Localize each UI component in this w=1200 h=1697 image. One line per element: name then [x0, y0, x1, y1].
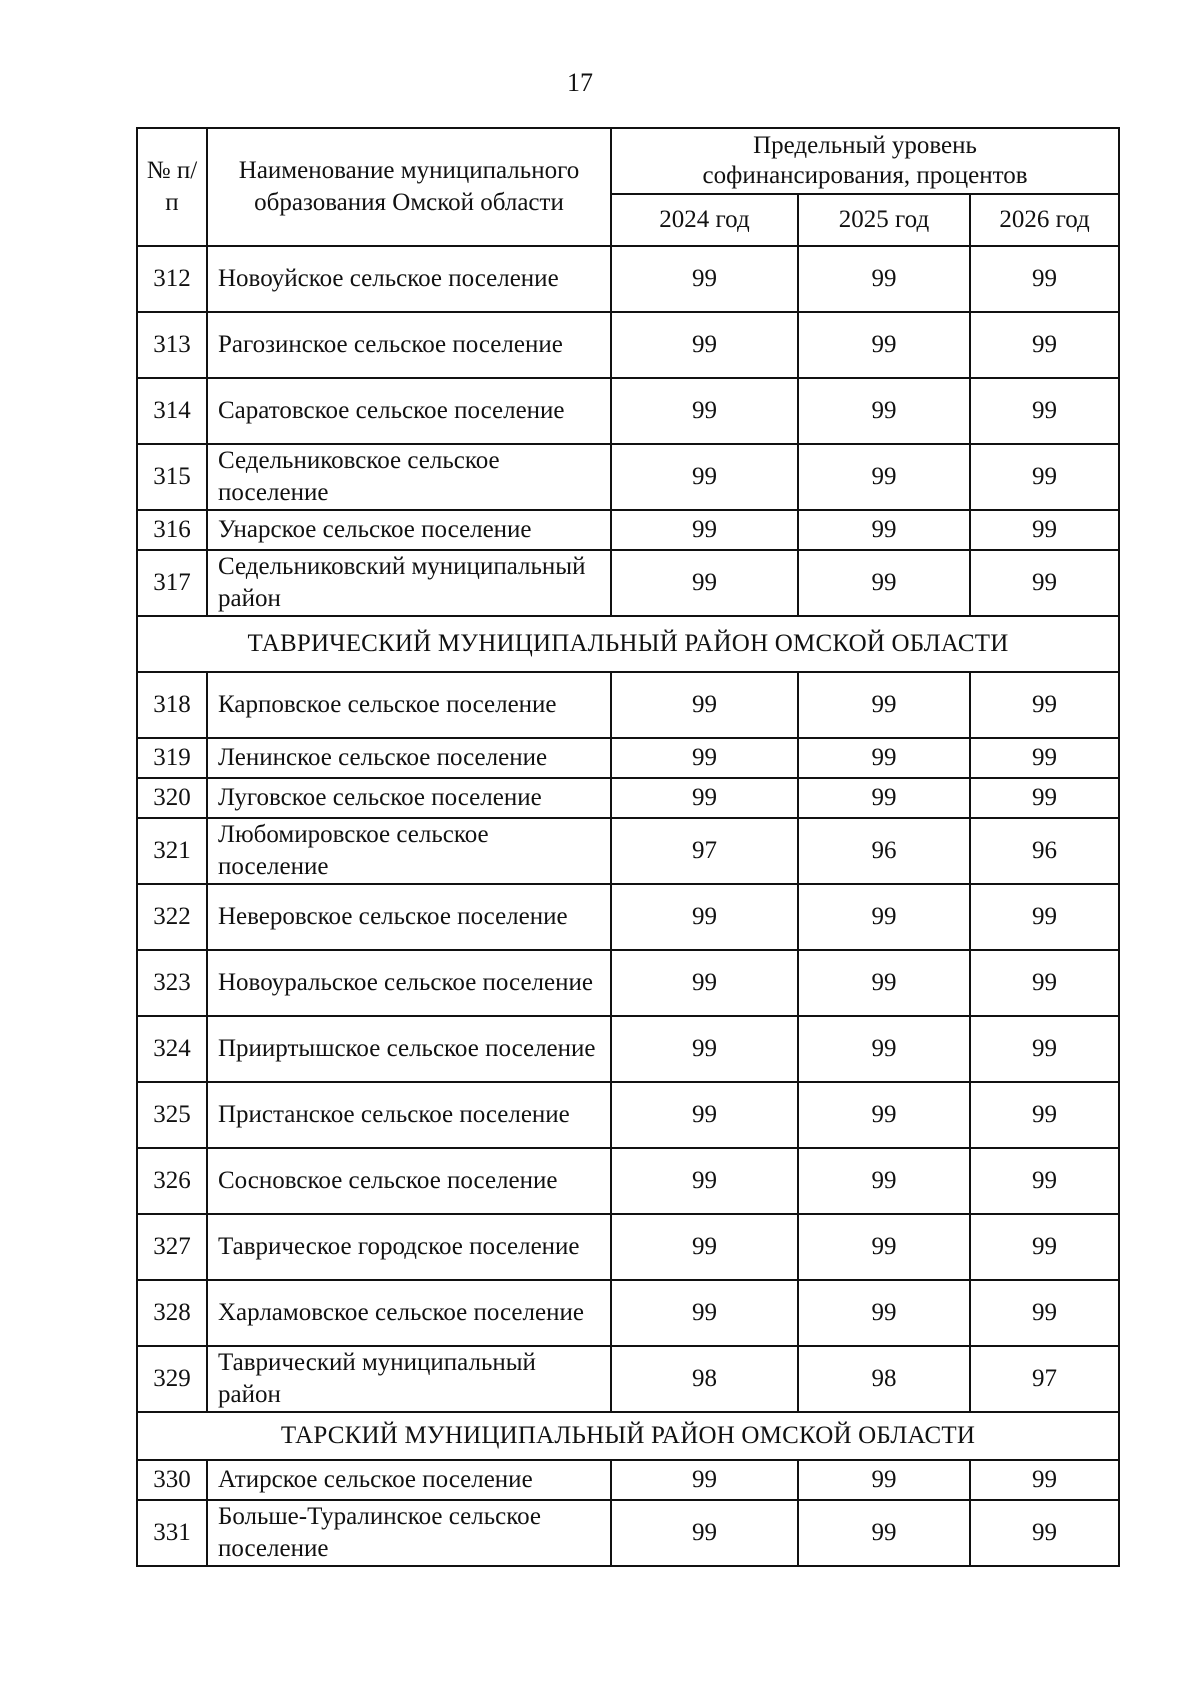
municipality-name: Ленинское сельское поселение	[207, 738, 611, 778]
value-2024: 99	[611, 1148, 798, 1214]
value-2025: 99	[798, 1280, 970, 1346]
value-2026: 99	[970, 246, 1119, 312]
value-2025: 99	[798, 246, 970, 312]
header-year-2026: 2026 год	[970, 194, 1119, 246]
table-row	[137, 738, 1119, 778]
row-number: 315	[137, 444, 207, 510]
value-2025: 96	[798, 818, 970, 884]
municipality-name: Любомировское сельское поселение	[207, 818, 611, 884]
municipality-name: Пристанское сельское поселение	[207, 1082, 611, 1148]
table-row	[137, 1460, 1119, 1500]
value-2024: 99	[611, 1460, 798, 1500]
municipality-name: Седельниковский муниципальный район	[207, 550, 611, 616]
header-num: № п/п	[137, 128, 207, 246]
table-row	[137, 884, 1119, 950]
row-number: 330	[137, 1460, 207, 1500]
table-row	[137, 550, 1119, 616]
value-2024: 99	[611, 950, 798, 1016]
row-number: 320	[137, 778, 207, 818]
value-2024: 99	[611, 312, 798, 378]
value-2024: 99	[611, 884, 798, 950]
table-body	[137, 246, 1119, 1566]
row-number: 319	[137, 738, 207, 778]
table-row	[137, 1280, 1119, 1346]
value-2024: 98	[611, 1346, 798, 1412]
municipality-name: Больше-Туралинское сельское поселение	[207, 1500, 611, 1566]
value-2025: 99	[798, 1082, 970, 1148]
value-2025: 99	[798, 738, 970, 778]
cofinancing-table	[136, 127, 1120, 1567]
value-2026: 99	[970, 1280, 1119, 1346]
table-header	[137, 128, 1119, 246]
value-2025: 98	[798, 1346, 970, 1412]
row-number: 314	[137, 378, 207, 444]
value-2026: 99	[970, 1460, 1119, 1500]
municipality-name: Сосновское сельское поселение	[207, 1148, 611, 1214]
row-number: 318	[137, 672, 207, 738]
value-2025: 99	[798, 778, 970, 818]
value-2026: 99	[970, 1148, 1119, 1214]
value-2025: 99	[798, 884, 970, 950]
value-2025: 99	[798, 1016, 970, 1082]
page-number: 17	[567, 68, 593, 97]
municipality-name: Унарское сельское поселение	[207, 510, 611, 550]
value-2025: 99	[798, 510, 970, 550]
value-2025: 99	[798, 1214, 970, 1280]
row-number: 329	[137, 1346, 207, 1412]
value-2024: 99	[611, 510, 798, 550]
value-2026: 99	[970, 1082, 1119, 1148]
value-2026: 97	[970, 1346, 1119, 1412]
value-2024: 99	[611, 378, 798, 444]
value-2024: 99	[611, 738, 798, 778]
table-row	[137, 1082, 1119, 1148]
value-2024: 99	[611, 246, 798, 312]
municipality-name: Новоуйское сельское поселение	[207, 246, 611, 312]
row-number: 324	[137, 1016, 207, 1082]
header-year-2025: 2025 год	[798, 194, 970, 246]
table-row	[137, 312, 1119, 378]
value-2024: 99	[611, 1214, 798, 1280]
table-row	[137, 1214, 1119, 1280]
table-row	[137, 1016, 1119, 1082]
municipality-name: Таврическое городское поселение	[207, 1214, 611, 1280]
value-2024: 99	[611, 1280, 798, 1346]
section-row	[137, 1412, 1119, 1460]
municipality-name: Атирское сельское поселение	[207, 1460, 611, 1500]
value-2025: 99	[798, 672, 970, 738]
row-number: 316	[137, 510, 207, 550]
municipality-name: Карповское сельское поселение	[207, 672, 611, 738]
value-2025: 99	[798, 444, 970, 510]
table-row	[137, 950, 1119, 1016]
value-2026: 99	[970, 550, 1119, 616]
table-row	[137, 1500, 1119, 1566]
section-row	[137, 616, 1119, 672]
value-2024: 99	[611, 1016, 798, 1082]
value-2024: 99	[611, 550, 798, 616]
municipality-name: Седельниковское сельское поселение	[207, 444, 611, 510]
value-2026: 99	[970, 884, 1119, 950]
value-2026: 99	[970, 1500, 1119, 1566]
value-2026: 99	[970, 1016, 1119, 1082]
header-cofinancing-level: Предельный уровень софинансирования, процентов	[611, 128, 1119, 194]
value-2024: 99	[611, 672, 798, 738]
row-number: 326	[137, 1148, 207, 1214]
row-number: 317	[137, 550, 207, 616]
row-number: 313	[137, 312, 207, 378]
value-2026: 96	[970, 818, 1119, 884]
table-row	[137, 510, 1119, 550]
value-2024: 97	[611, 818, 798, 884]
value-2024: 99	[611, 1500, 798, 1566]
value-2025: 99	[798, 1148, 970, 1214]
value-2025: 99	[798, 550, 970, 616]
municipality-name: Рагозинское сельское поселение	[207, 312, 611, 378]
value-2026: 99	[970, 778, 1119, 818]
value-2024: 99	[611, 778, 798, 818]
value-2026: 99	[970, 378, 1119, 444]
value-2024: 99	[611, 444, 798, 510]
section-title: ТАРСКИЙ МУНИЦИПАЛЬНЫЙ РАЙОН ОМСКОЙ ОБЛАСТИ	[137, 1412, 1119, 1460]
value-2024: 99	[611, 1082, 798, 1148]
table-row	[137, 246, 1119, 312]
header-name: Наименование муниципального образования Омской области	[207, 128, 611, 246]
row-number: 327	[137, 1214, 207, 1280]
value-2025: 99	[798, 312, 970, 378]
row-number: 323	[137, 950, 207, 1016]
municipality-name: Новоуральское сельское поселение	[207, 950, 611, 1016]
value-2026: 99	[970, 950, 1119, 1016]
row-number: 328	[137, 1280, 207, 1346]
municipality-name: Прииртышское сельское поселение	[207, 1016, 611, 1082]
value-2026: 99	[970, 1214, 1119, 1280]
table-row	[137, 1346, 1119, 1412]
value-2026: 99	[970, 444, 1119, 510]
table-row	[137, 444, 1119, 510]
value-2026: 99	[970, 510, 1119, 550]
table-row	[137, 778, 1119, 818]
municipality-name: Неверовское сельское поселение	[207, 884, 611, 950]
municipality-name: Харламовское сельское поселение	[207, 1280, 611, 1346]
value-2025: 99	[798, 950, 970, 1016]
value-2026: 99	[970, 738, 1119, 778]
value-2026: 99	[970, 672, 1119, 738]
municipality-name: Саратовское сельское поселение	[207, 378, 611, 444]
municipality-name: Таврический муниципальный район	[207, 1346, 611, 1412]
row-number: 331	[137, 1500, 207, 1566]
section-title: ТАВРИЧЕСКИЙ МУНИЦИПАЛЬНЫЙ РАЙОН ОМСКОЙ ОБЛАСТИ	[137, 616, 1119, 672]
row-number: 321	[137, 818, 207, 884]
table-row	[137, 672, 1119, 738]
header-year-2024: 2024 год	[611, 194, 798, 246]
table-row	[137, 378, 1119, 444]
municipality-name: Луговское сельское поселение	[207, 778, 611, 818]
row-number: 325	[137, 1082, 207, 1148]
value-2025: 99	[798, 1500, 970, 1566]
table-row	[137, 1148, 1119, 1214]
value-2025: 99	[798, 1460, 970, 1500]
table-row	[137, 818, 1119, 884]
row-number: 312	[137, 246, 207, 312]
value-2026: 99	[970, 312, 1119, 378]
row-number: 322	[137, 884, 207, 950]
value-2025: 99	[798, 378, 970, 444]
